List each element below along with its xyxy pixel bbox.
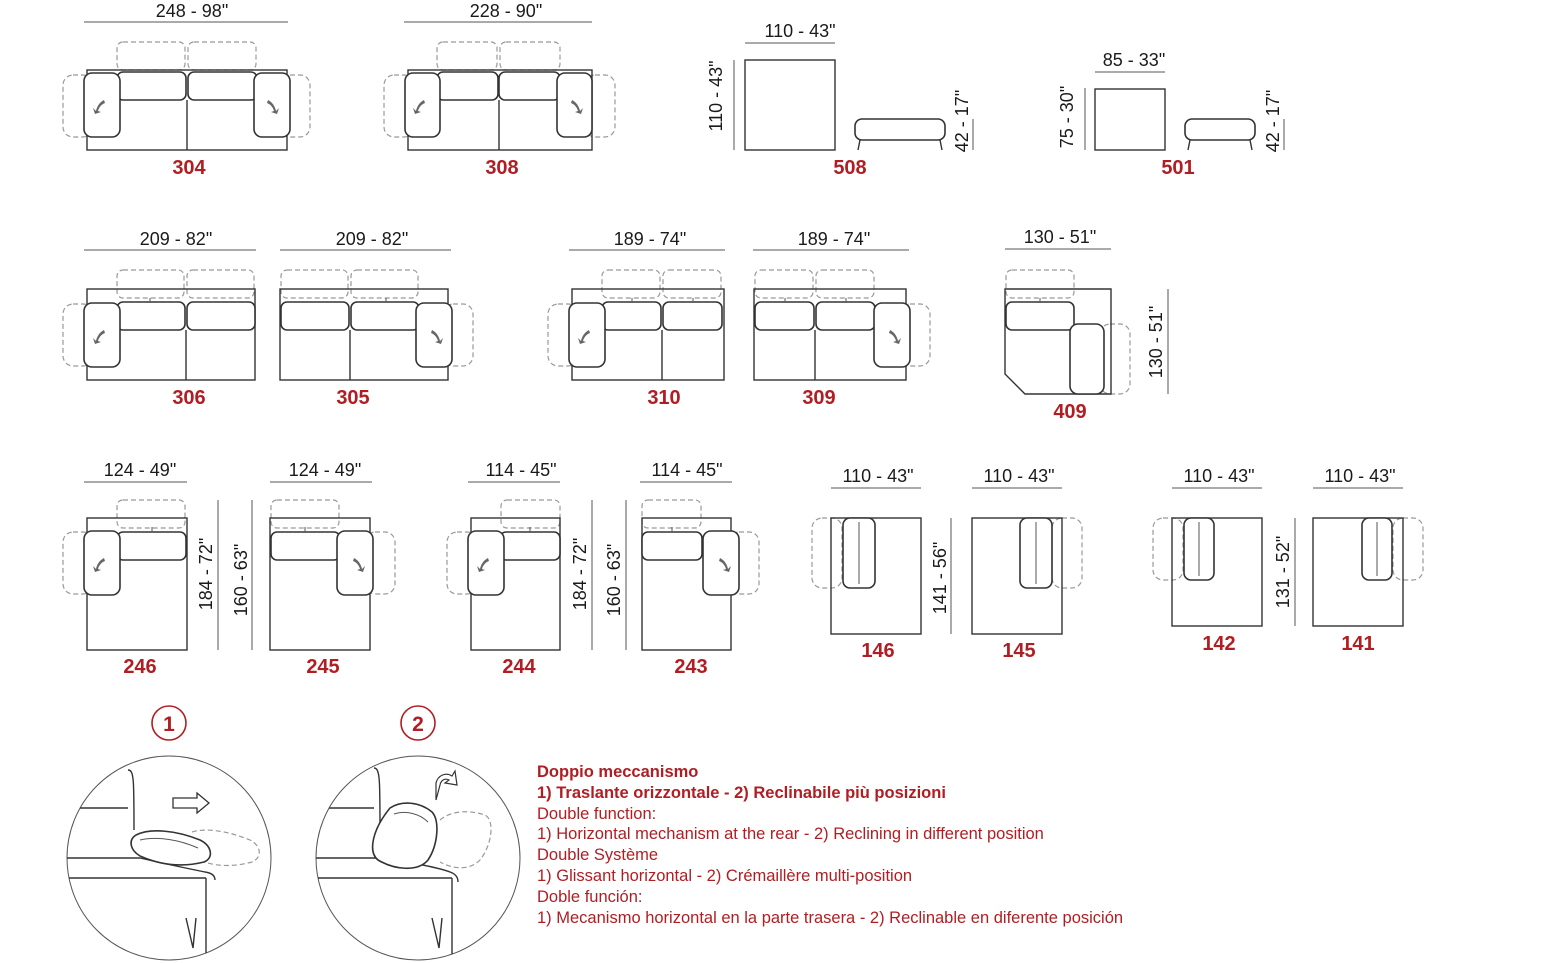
- module-243: [604, 460, 759, 678]
- module-308-width: 228 - 90": [469, 1, 543, 21]
- mechanism-title-en: Double function:: [537, 804, 657, 823]
- module-141-code: 141: [1341, 633, 1375, 655]
- module-243-depth: 160 - 63": [604, 543, 624, 617]
- mechanism-detail-it: 1) Traslante orizzontale - 2) Reclinabile più posizioni: [537, 783, 946, 802]
- step-2-illustration: [310, 706, 520, 963]
- module-145-width: 110 - 43": [983, 466, 1055, 486]
- module-141-width: 110 - 43": [1324, 466, 1396, 486]
- module-309: [753, 229, 930, 409]
- module-243-code: 243: [674, 656, 708, 678]
- step-2-number: 2: [412, 713, 424, 736]
- mechanism-title-es: Doble función:: [537, 887, 643, 906]
- module-244-width: 114 - 45": [485, 460, 557, 480]
- module-305-width: 209 - 82": [335, 229, 409, 249]
- module-243-width: 114 - 45": [651, 460, 723, 480]
- mechanism-detail-fr: 1) Glissant horizontal - 2) Crémaillère multi-position: [537, 866, 913, 885]
- mechanism-detail-es: 1) Mecanismo horizontal en la parte trasera - 2) Reclinable en diferente posición: [537, 908, 1124, 927]
- module-409: [1005, 227, 1168, 423]
- mechanism-detail-en: 1) Horizontal mechanism at the rear - 2) Reclining in different position: [537, 825, 1044, 844]
- module-305-code: 305: [336, 387, 370, 409]
- module-146-depth: 141 - 56": [930, 541, 950, 615]
- module-409-code: 409: [1053, 401, 1087, 423]
- module-501-depth: 75 - 30": [1057, 85, 1077, 149]
- module-142-depth: 131 - 52": [1273, 535, 1293, 609]
- step-1-illustration: [60, 706, 271, 963]
- mechanism-title-fr: Double Système: [537, 846, 659, 865]
- module-141: [1313, 466, 1423, 655]
- module-246-code: 246: [123, 656, 157, 678]
- module-145-code: 145: [1002, 640, 1036, 662]
- module-304: [63, 1, 310, 179]
- mechanism-title-it: Doppio meccanismo: [537, 763, 699, 781]
- module-310-code: 310: [647, 387, 681, 409]
- module-308-code: 308: [485, 157, 519, 179]
- module-245: [231, 460, 395, 678]
- module-310: [548, 229, 725, 409]
- module-501-height: 42 - 17": [1263, 89, 1283, 153]
- module-244-code: 244: [502, 656, 536, 678]
- module-246: [63, 460, 218, 678]
- step-1-number: 1: [163, 713, 175, 736]
- module-245-code: 245: [306, 656, 340, 678]
- module-146-width: 110 - 43": [842, 466, 914, 486]
- module-142-width: 110 - 43": [1183, 466, 1255, 486]
- module-246-width: 124 - 49": [103, 460, 177, 480]
- module-501-code: 501: [1161, 157, 1195, 179]
- module-508-depth: 110 - 43": [706, 60, 726, 132]
- module-244: [447, 460, 592, 678]
- module-501-width: 85 - 33": [1102, 50, 1166, 70]
- mechanism-description: [537, 762, 1297, 928]
- module-309-code: 309: [802, 387, 836, 409]
- module-245-width: 124 - 49": [288, 460, 362, 480]
- module-306: [63, 229, 256, 409]
- module-409-width: 130 - 51": [1023, 227, 1097, 247]
- module-146: [812, 466, 951, 662]
- module-245-depth: 160 - 63": [231, 543, 251, 617]
- module-142-code: 142: [1202, 633, 1236, 655]
- module-246-depth: 184 - 72": [196, 537, 216, 611]
- module-306-code: 306: [172, 387, 206, 409]
- module-310-width: 189 - 74": [613, 229, 687, 249]
- module-508: [706, 21, 973, 179]
- module-145: [972, 466, 1082, 662]
- module-146-code: 146: [861, 640, 895, 662]
- module-308: [384, 1, 615, 179]
- module-244-depth: 184 - 72": [570, 537, 590, 611]
- module-304-width: 248 - 98": [155, 1, 229, 21]
- module-409-depth: 130 - 51": [1146, 305, 1166, 379]
- module-508-width: 110 - 43": [764, 21, 836, 41]
- module-305: [280, 229, 473, 409]
- module-501: [1057, 50, 1284, 179]
- module-508-height: 42 - 17": [952, 89, 972, 153]
- module-508-code: 508: [833, 157, 867, 179]
- module-309-width: 189 - 74": [797, 229, 871, 249]
- module-306-width: 209 - 82": [139, 229, 213, 249]
- module-304-code: 304: [172, 157, 206, 179]
- module-142: [1153, 466, 1295, 655]
